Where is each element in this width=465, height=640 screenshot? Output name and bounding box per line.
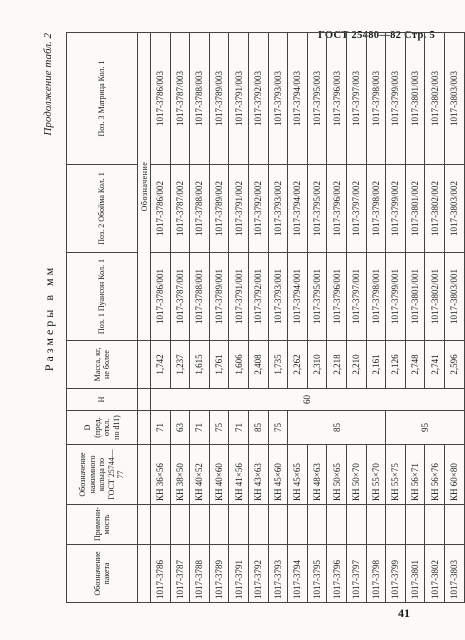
cell-package-code: 1017-3797 — [346, 545, 366, 603]
table-row — [366, 33, 386, 603]
cell-ring: КН 45×65 — [288, 445, 308, 505]
cell-pos3: 1017-3793/003 — [268, 33, 288, 165]
cell-d: 71 — [151, 411, 171, 445]
cell-d: 75 — [268, 411, 288, 445]
cell-ring: КН 56×71 — [405, 445, 425, 505]
table-row — [425, 33, 445, 603]
col-header-code: Обозначение пакета — [67, 545, 138, 603]
col-header-pos2: Поз. 2 Обойма Кол. 1 — [67, 165, 138, 253]
dimensions-table — [66, 32, 465, 603]
cell-ring: КН 40×52 — [190, 445, 210, 505]
table-row — [190, 33, 210, 603]
col-header-h: H — [67, 389, 138, 411]
cell-mass: 1,761 — [209, 341, 229, 389]
table-row — [170, 33, 190, 603]
cell-d-merged: 95 — [386, 411, 464, 445]
cell-package-code: 1017-3793 — [268, 545, 288, 603]
cell-pos2: 1017-3794/002 — [288, 165, 308, 253]
cell-pos1: 1017-3793/001 — [268, 253, 288, 341]
cell-pos3: 1017-3792/003 — [248, 33, 268, 165]
cell-mass: 2,596 — [444, 341, 464, 389]
cell-pos1: 1017-3802/001 — [425, 253, 445, 341]
cell-mass: 2,210 — [346, 341, 366, 389]
col-header-mass: Масса, кг, не более — [67, 341, 138, 389]
cell-pos2: 1017-3791/002 — [229, 165, 249, 253]
cell-ring: КН 60×80 — [444, 445, 464, 505]
cell-mass: 1,735 — [268, 341, 288, 389]
cell-ring: КН 50×65 — [327, 445, 347, 505]
cell-pos2: 1017-3789/002 — [209, 165, 229, 253]
cell-pos1: 1017-3786/001 — [151, 253, 171, 341]
cell-d: 71 — [190, 411, 210, 445]
cell-mass: 2,262 — [288, 341, 308, 389]
cell-applicability — [229, 505, 249, 545]
cell-pos3: 1017-3802/003 — [425, 33, 445, 165]
cell-mass: 1,606 — [229, 341, 249, 389]
cell-d: 85 — [248, 411, 268, 445]
cell-package-code: 1017-3792 — [248, 545, 268, 603]
cell-ring: КН 50×70 — [346, 445, 366, 505]
cell-applicability — [268, 505, 288, 545]
cell-d: 63 — [170, 411, 190, 445]
page-number: 41 — [398, 606, 410, 620]
table-row — [288, 33, 308, 603]
cell-package-code: 1017-3788 — [190, 545, 210, 603]
cell-applicability — [151, 505, 171, 545]
cell-pos3: 1017-3798/003 — [366, 33, 386, 165]
cell-pos1: 1017-3799/001 — [386, 253, 406, 341]
cell-pos2: 1017-3788/002 — [190, 165, 210, 253]
cell-applicability — [425, 505, 445, 545]
gost-header: ГОСТ 25480—82 Стр. 5 — [318, 30, 435, 41]
cell-ring: КН 40×60 — [209, 445, 229, 505]
cell-pos3: 1017-3791/003 — [229, 33, 249, 165]
cell-pos1: 1017-3794/001 — [288, 253, 308, 341]
cell-d: 71 — [229, 411, 249, 445]
cell-package-code: 1017-3796 — [327, 545, 347, 603]
cell-package-code: 1017-3787 — [170, 545, 190, 603]
cell-pos2: 1017-3793/002 — [268, 165, 288, 253]
cell-applicability — [346, 505, 366, 545]
cell-pos3: 1017-3788/003 — [190, 33, 210, 165]
cell-pos3: 1017-3803/003 — [444, 33, 464, 165]
cell-pos3: 1017-3797/003 — [346, 33, 366, 165]
table-row — [346, 33, 366, 603]
cell-applicability — [405, 505, 425, 545]
table-row — [327, 33, 347, 603]
cell-ring: КН 36×56 — [151, 445, 171, 505]
table-row — [229, 33, 249, 603]
rotated-page-content — [42, 33, 460, 603]
cell-ring: КН 38×50 — [170, 445, 190, 505]
cell-pos3: 1017-3789/003 — [209, 33, 229, 165]
cell-pos2: 1017-3798/002 — [366, 165, 386, 253]
cell-pos2: 1017-3803/002 — [444, 165, 464, 253]
cell-package-code: 1017-3798 — [366, 545, 386, 603]
col-header-d: D (пред. откл. по d11) — [67, 411, 138, 445]
cell-package-code: 1017-3799 — [386, 545, 406, 603]
cell-mass: 2,161 — [366, 341, 386, 389]
cell-ring: КН 45×60 — [268, 445, 288, 505]
cell-pos1: 1017-3791/001 — [229, 253, 249, 341]
cell-package-code: 1017-3795 — [307, 545, 327, 603]
cell-applicability — [327, 505, 347, 545]
table-row — [444, 33, 464, 603]
cell-mass: 1,615 — [190, 341, 210, 389]
cell-applicability — [209, 505, 229, 545]
table-title: Размеры в мм — [42, 264, 56, 372]
cell-package-code: 1017-3789 — [209, 545, 229, 603]
col-header-pos1: Поз. 1 Пуансон Кол. 1 — [67, 253, 138, 341]
cell-pos3: 1017-3794/003 — [288, 33, 308, 165]
table-row — [307, 33, 327, 603]
cell-mass: 2,748 — [405, 341, 425, 389]
cell-d: 75 — [209, 411, 229, 445]
table-header-row — [67, 33, 138, 603]
table-subheader-row — [138, 33, 151, 603]
cell-applicability — [170, 505, 190, 545]
cell-pos1: 1017-3788/001 — [190, 253, 210, 341]
cell-applicability — [386, 505, 406, 545]
table-row — [386, 33, 406, 603]
cell-pos1: 1017-3797/001 — [346, 253, 366, 341]
cell-pos3: 1017-3799/003 — [386, 33, 406, 165]
table-row — [405, 33, 425, 603]
col-header-pos3: Поз. 3 Матрица Кол. 1 — [67, 33, 138, 165]
cell-mass: 2,218 — [327, 341, 347, 389]
cell-applicability — [288, 505, 308, 545]
cell-pos1: 1017-3801/001 — [405, 253, 425, 341]
cell-pos1: 1017-3789/001 — [209, 253, 229, 341]
cell-pos1: 1017-3796/001 — [327, 253, 347, 341]
cell-ring: КН 48×63 — [307, 445, 327, 505]
cell-pos3: 1017-3786/003 — [151, 33, 171, 165]
table-row — [209, 33, 229, 603]
cell-pos2: 1017-3802/002 — [425, 165, 445, 253]
cell-mass: 1,237 — [170, 341, 190, 389]
cell-mass: 1,742 — [151, 341, 171, 389]
cell-package-code: 1017-3791 — [229, 545, 249, 603]
cell-mass: 2,126 — [386, 341, 406, 389]
cell-ring: КН 55×75 — [386, 445, 406, 505]
cell-pos1: 1017-3795/001 — [307, 253, 327, 341]
cell-applicability — [366, 505, 386, 545]
table-row — [151, 33, 171, 603]
cell-d-merged: 85 — [288, 411, 386, 445]
cell-pos3: 1017-3787/003 — [170, 33, 190, 165]
table-row — [268, 33, 288, 603]
cell-ring: КН 55×70 — [366, 445, 386, 505]
cell-pos2: 1017-3801/002 — [405, 165, 425, 253]
cell-pos2: 1017-3787/002 — [170, 165, 190, 253]
table-row — [248, 33, 268, 603]
cell-ring: КН 41×56 — [229, 445, 249, 505]
cell-package-code: 1017-3803 — [444, 545, 464, 603]
cell-pos3: 1017-3801/003 — [405, 33, 425, 165]
cell-applicability — [190, 505, 210, 545]
cell-pos2: 1017-3797/002 — [346, 165, 366, 253]
cell-ring: КН 56×76 — [425, 445, 445, 505]
cell-applicability — [307, 505, 327, 545]
cell-applicability — [248, 505, 268, 545]
cell-mass: 2,741 — [425, 341, 445, 389]
cell-pos2: 1017-3799/002 — [386, 165, 406, 253]
cell-package-code: 1017-3802 — [425, 545, 445, 603]
cell-package-code: 1017-3801 — [405, 545, 425, 603]
col-header-ring: Обозначение нажимного кольца по ГОСТ 25744—77 — [67, 445, 138, 505]
designation-subheader: Обозначение — [138, 33, 151, 341]
cell-pos2: 1017-3795/002 — [307, 165, 327, 253]
cell-applicability — [444, 505, 464, 545]
cell-mass: 2,408 — [248, 341, 268, 389]
cell-package-code: 1017-3786 — [151, 545, 171, 603]
cell-h-merged: 60 — [151, 389, 465, 411]
cell-pos1: 1017-3792/001 — [248, 253, 268, 341]
cell-ring: КН 43×63 — [248, 445, 268, 505]
cell-pos1: 1017-3798/001 — [366, 253, 386, 341]
cell-pos1: 1017-3787/001 — [170, 253, 190, 341]
cell-pos3: 1017-3796/003 — [327, 33, 347, 165]
cell-pos2: 1017-3786/002 — [151, 165, 171, 253]
table-continuation: Продолжение табл. 2 — [42, 33, 54, 136]
cell-pos2: 1017-3792/002 — [248, 165, 268, 253]
col-header-applicability: Примени-мость — [67, 505, 138, 545]
cell-package-code: 1017-3794 — [288, 545, 308, 603]
cell-pos2: 1017-3796/002 — [327, 165, 347, 253]
cell-pos3: 1017-3795/003 — [307, 33, 327, 165]
cell-pos1: 1017-3803/001 — [444, 253, 464, 341]
cell-mass: 2,310 — [307, 341, 327, 389]
